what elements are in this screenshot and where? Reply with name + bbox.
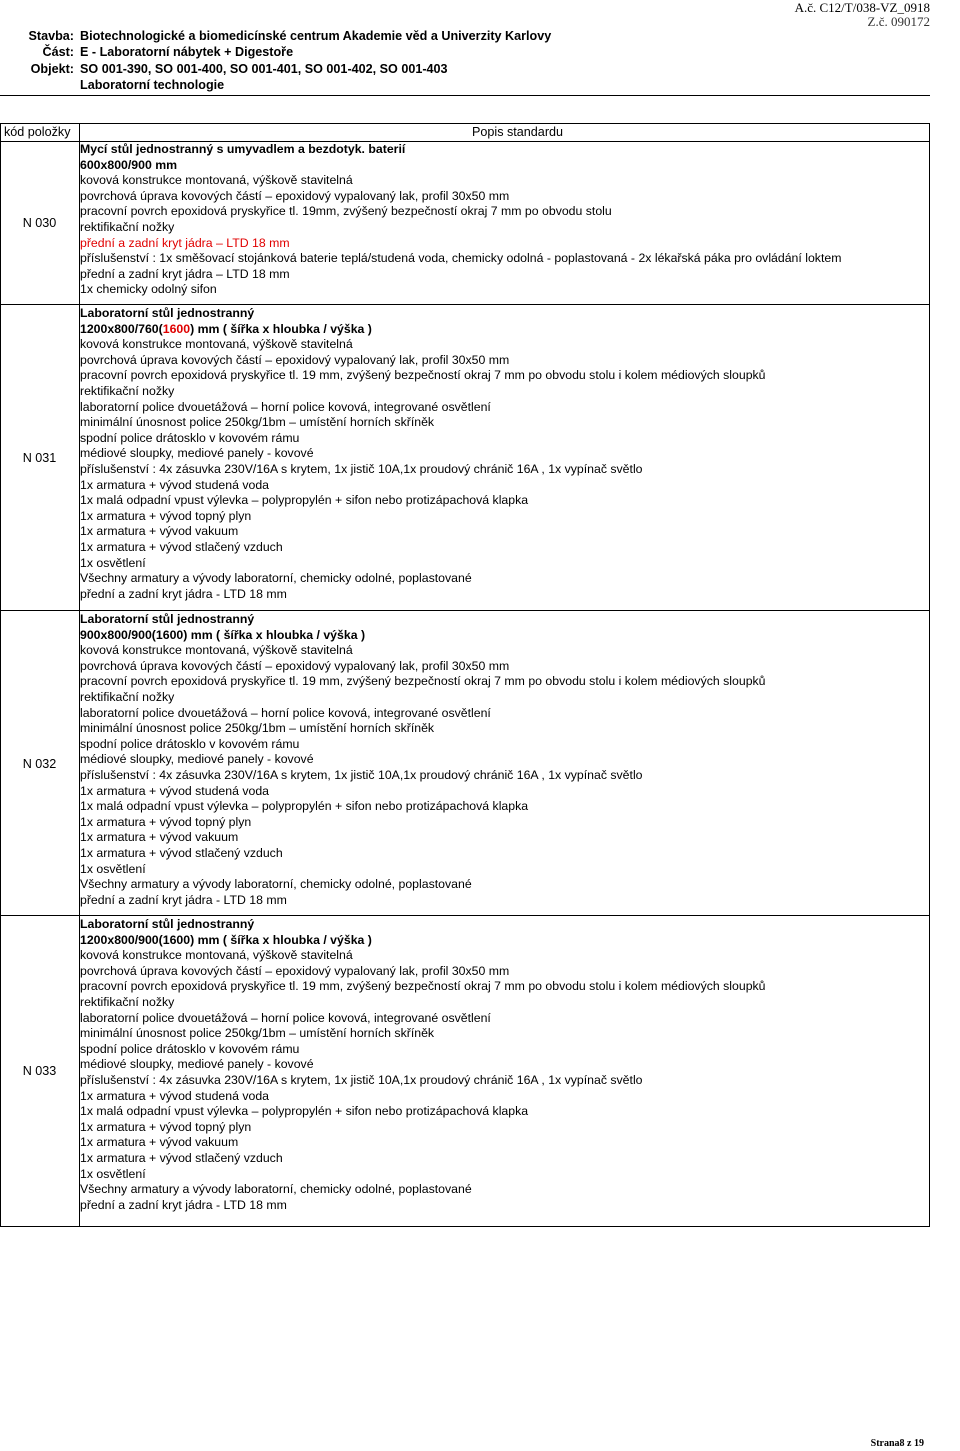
description-text: kovová konstrukce montovaná, výškově stavitelná — [80, 643, 353, 658]
description-text: rektifikační nožky — [80, 383, 175, 398]
row-separator — [0, 915, 930, 916]
table-top-border — [0, 123, 930, 124]
description-line — [80, 690, 925, 706]
description-text: rektifikační nožky — [80, 219, 175, 234]
description-text: povrchová úprava kovových částí – epoxidový vypalovaný lak, profil 30x50 mm — [80, 963, 510, 978]
description-text: povrchová úprava kovových částí – epoxidový vypalovaný lak, profil 30x50 mm — [80, 658, 510, 673]
description-line — [80, 400, 925, 416]
description-text: příslušenství : 4x zásuvka 230V/16A s krytem, 1x jistič 10A,1x proudový chránič 16A , 1x vypínač světlo — [80, 461, 643, 476]
description-text: 1x armatura + vývod vakuum — [80, 830, 239, 845]
description-text: 1x malá odpadní vpust výlevka – polypropylén + sifon nebo protizápachová klapka — [80, 799, 529, 814]
row-separator — [0, 304, 930, 305]
description-text: 1x armatura + vývod stlačený vzduch — [80, 1150, 283, 1165]
item-code: N 033 — [22, 1064, 57, 1078]
description-line — [80, 282, 925, 298]
description-line — [80, 643, 925, 659]
item-description — [80, 917, 925, 1213]
description-line — [80, 540, 925, 556]
description-text: rektifikační nožky — [80, 994, 175, 1009]
description-text: Mycí stůl jednostranný s umyvadlem a bezdotyk. baterií — [80, 142, 406, 156]
header-label: Část: — [42, 45, 74, 59]
description-line — [80, 556, 925, 572]
page-number: Strana8 z 19 — [870, 1438, 924, 1449]
item-row-n031 — [0, 306, 930, 610]
description-line — [80, 415, 925, 431]
description-text: médiové sloupky, mediové panely - kovové — [80, 1057, 314, 1072]
description-line — [80, 893, 925, 909]
description-line — [80, 322, 925, 338]
description-line — [80, 493, 925, 509]
description-line — [80, 1042, 925, 1058]
description-line — [80, 659, 925, 675]
description-text: Laboratorní stůl jednostranný — [80, 306, 255, 320]
description-line — [80, 1011, 925, 1027]
description-line — [80, 1104, 925, 1120]
description-text: minimální únosnost police 250kg/1bm – umístění horních skříněk — [80, 415, 435, 430]
description-text: 600x800/900 mm — [80, 157, 178, 172]
description-line — [80, 142, 925, 158]
description-text: rektifikační nožky — [80, 689, 175, 704]
description-text: 1x armatura + vývod studená voda — [80, 477, 270, 492]
description-line — [80, 431, 925, 447]
description-text: laboratorní police dvouetážová – horní police kovová, integrované osvětlení — [80, 705, 491, 720]
description-line — [80, 306, 925, 322]
description-line — [80, 478, 925, 494]
description-text: 1x malá odpadní vpust výlevka – polypropylén + sifon nebo protizápachová klapka — [80, 1104, 529, 1119]
item-row-n030 — [0, 142, 930, 304]
document-reference-number: A.č. C12/T/038-VZ_0918 — [794, 0, 930, 15]
description-text: laboratorní police dvouetážová – horní police kovová, integrované osvětlení — [80, 1010, 491, 1025]
description-line — [80, 462, 925, 478]
description-line — [80, 446, 925, 462]
description-text: Všechny armatury a vývody laboratorní, chemicky odolné, poplastované — [80, 1182, 472, 1197]
table-bottom-border — [0, 1226, 930, 1227]
description-line — [80, 384, 925, 400]
description-line — [80, 830, 925, 846]
description-line — [80, 1135, 925, 1151]
header-row-cast — [0, 45, 930, 61]
description-text: 1x armatura + vývod stlačený vzduch — [80, 845, 283, 860]
description-text: 1200x800/900(1600) mm ( šířka x hloubka / výška ) — [80, 932, 372, 947]
description-line — [80, 628, 925, 644]
description-text: médiové sloupky, mediové panely - kovové — [80, 752, 314, 767]
header-value: SO 001-390, SO 001-400, SO 001-401, SO 001-402, SO 001-403 — [80, 62, 448, 76]
item-description — [80, 612, 925, 908]
description-line — [80, 236, 925, 252]
description-line — [80, 1026, 925, 1042]
description-text: příslušenství : 4x zásuvka 230V/16A s krytem, 1x jistič 10A,1x proudový chránič 16A , 1x vypínač světlo — [80, 767, 643, 782]
description-line — [80, 1182, 925, 1198]
description-text: pracovní povrch epoxidová pryskyřice tl. 19 mm, zvýšený bezpečností okraj 7 mm po obvodu stolu i kolem médiových sloupků — [80, 368, 766, 383]
header-value: E - Laboratorní nábytek + Digestoře — [80, 45, 294, 59]
row-separator — [0, 610, 930, 611]
description-line — [80, 752, 925, 768]
description-line — [80, 862, 925, 878]
description-line — [80, 509, 925, 525]
description-line — [80, 933, 925, 949]
description-line — [80, 1151, 925, 1167]
description-text: 1x chemicky odolný sifon — [80, 282, 217, 297]
item-row-n032 — [0, 612, 930, 915]
description-text: 900x800/900(1600) mm ( šířka x hloubka / výška ) — [80, 627, 366, 642]
description-text: 1x armatura + vývod topný plyn — [80, 814, 252, 829]
description-line — [80, 571, 925, 587]
description-text: spodní police drátosklo v kovovém rámu — [80, 430, 300, 445]
description-line — [80, 979, 925, 995]
description-text: 1x armatura + vývod vakuum — [80, 524, 239, 539]
description-line — [80, 368, 925, 384]
description-text: spodní police drátosklo v kovovém rámu — [80, 1041, 300, 1056]
item-code: N 032 — [22, 757, 57, 771]
description-line — [80, 204, 925, 220]
description-line — [80, 353, 925, 369]
description-text: 1x armatura + vývod vakuum — [80, 1135, 239, 1150]
description-text: povrchová úprava kovových částí – epoxidový vypalovaný lak, profil 30x50 mm — [80, 352, 510, 367]
description-text: Všechny armatury a vývody laboratorní, chemicky odolné, poplastované — [80, 877, 472, 892]
description-line — [80, 337, 925, 353]
description-text: kovová konstrukce montovaná, výškově stavitelná — [80, 337, 353, 352]
description-line — [80, 189, 925, 205]
description-highlight: 1600 — [162, 321, 191, 336]
description-text: Laboratorní stůl jednostranný — [80, 917, 255, 931]
header-label: Stavba: — [28, 29, 74, 43]
description-text: spodní police drátosklo v kovovém rámu — [80, 736, 300, 751]
description-text: 1x armatura + vývod topný plyn — [80, 1119, 252, 1134]
description-text: 1x osvětlení — [80, 1166, 146, 1181]
description-text: přední a zadní kryt jádra – LTD 18 mm — [80, 235, 290, 250]
description-line — [80, 784, 925, 800]
description-line — [80, 815, 925, 831]
description-line — [80, 1198, 925, 1214]
description-text: 1x armatura + vývod stlačený vzduch — [80, 539, 283, 554]
description-line — [80, 995, 925, 1011]
description-line — [80, 1167, 925, 1183]
header-label: Objekt: — [30, 62, 74, 76]
description-line — [80, 1057, 925, 1073]
description-text: médiové sloupky, mediové panely - kovové — [80, 446, 314, 461]
header-row-objekt — [0, 62, 930, 78]
header-value: Biotechnologické a biomedicínské centrum Akademie věd a Univerzity Karlovy — [80, 29, 552, 43]
item-code: N 030 — [22, 216, 57, 230]
description-text: kovová konstrukce montovaná, výškově stavitelná — [80, 948, 353, 963]
description-line — [80, 917, 925, 933]
header-bottom-rule — [0, 95, 930, 96]
description-line — [80, 737, 925, 753]
column-header-description: Popis standardu — [472, 125, 564, 139]
description-line — [80, 721, 925, 737]
description-line — [80, 674, 925, 690]
item-row-n033 — [0, 917, 930, 1222]
description-text: 1x armatura + vývod topný plyn — [80, 508, 252, 523]
description-line — [80, 524, 925, 540]
header-value: Laboratorní technologie — [80, 78, 225, 92]
description-text: minimální únosnost police 250kg/1bm – umístění horních skříněk — [80, 1026, 435, 1041]
description-text: přední a zadní kryt jádra - LTD 18 mm — [80, 892, 287, 907]
description-line — [80, 706, 925, 722]
description-line — [80, 158, 925, 174]
description-text: příslušenství : 1x směšovací stojánková baterie teplá/studená voda, chemicky odolná - poplastovaná - 2x lékařská páka pro ovládání loktem — [80, 251, 842, 266]
description-line — [80, 251, 925, 267]
description-text: 1x osvětlení — [80, 555, 146, 570]
description-text-tail: ) mm ( šířka x hloubka / výška ) — [190, 321, 372, 336]
description-line — [80, 1120, 925, 1136]
description-line — [80, 799, 925, 815]
description-line — [80, 768, 925, 784]
description-line — [80, 267, 925, 283]
description-text: laboratorní police dvouetážová – horní police kovová, integrované osvětlení — [80, 399, 491, 414]
header-row-technologie — [0, 78, 930, 94]
description-line — [80, 964, 925, 980]
description-text: pracovní povrch epoxidová pryskyřice tl. 19 mm, zvýšený bezpečností okraj 7 mm po obvodu stolu i kolem médiových sloupků — [80, 979, 766, 994]
contract-number: Z.č. 090172 — [867, 14, 930, 29]
description-line — [80, 1073, 925, 1089]
description-text: 1x armatura + vývod studená voda — [80, 1088, 270, 1103]
description-text: 1200x800/760( — [80, 321, 163, 336]
description-text: 1x malá odpadní vpust výlevka – polypropylén + sifon nebo protizápachová klapka — [80, 493, 529, 508]
description-text: minimální únosnost police 250kg/1bm – umístění horních skříněk — [80, 721, 435, 736]
project-header — [0, 29, 930, 97]
description-line — [80, 877, 925, 893]
description-line — [80, 846, 925, 862]
description-text: povrchová úprava kovových částí – epoxidový vypalovaný lak, profil 30x50 mm — [80, 188, 510, 203]
description-text: pracovní povrch epoxidová pryskyřice tl. 19 mm, zvýšený bezpečností okraj 7 mm po obvodu stolu i kolem médiových sloupků — [80, 674, 766, 689]
description-text: 1x armatura + vývod studená voda — [80, 783, 270, 798]
description-text: přední a zadní kryt jádra - LTD 18 mm — [80, 586, 287, 601]
description-line — [80, 612, 925, 628]
description-text: přední a zadní kryt jádra - LTD 18 mm — [80, 1197, 287, 1212]
description-line — [80, 1089, 925, 1105]
description-text: Všechny armatury a vývody laboratorní, chemicky odolné, poplastované — [80, 571, 472, 586]
description-text: kovová konstrukce montovaná, výškově stavitelná — [80, 173, 353, 188]
description-text: Laboratorní stůl jednostranný — [80, 612, 255, 626]
description-text: 1x osvětlení — [80, 861, 146, 876]
item-description — [80, 306, 925, 602]
description-line — [80, 587, 925, 603]
description-line — [80, 220, 925, 236]
header-row-stavba — [0, 29, 930, 45]
description-text: přední a zadní kryt jádra – LTD 18 mm — [80, 266, 290, 281]
description-text: pracovní povrch epoxidová pryskyřice tl. 19mm, zvýšený bezpečností okraj 7 mm po obvodu stolu — [80, 204, 612, 219]
item-description — [80, 142, 925, 304]
item-code: N 031 — [22, 451, 57, 465]
column-header-code: kód položky — [4, 125, 71, 139]
description-line — [80, 948, 925, 964]
description-text: příslušenství : 4x zásuvka 230V/16A s krytem, 1x jistič 10A,1x proudový chránič 16A , 1x vypínač světlo — [80, 1072, 643, 1087]
description-line — [80, 173, 925, 189]
